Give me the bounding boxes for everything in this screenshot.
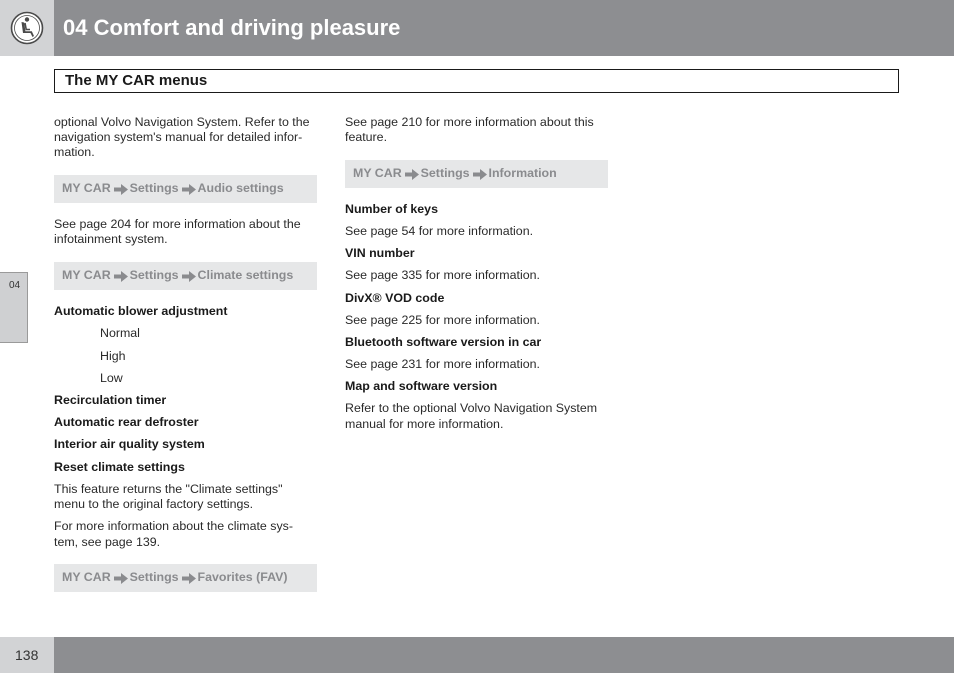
page-header <box>0 0 954 56</box>
menu-path-root: MY CAR <box>353 166 402 180</box>
menu-path-settings: Settings <box>129 570 179 584</box>
menu-path-favorites <box>54 564 317 592</box>
reset-text-line: This feature returns the "Climate settings" <box>54 482 283 496</box>
bluetooth-heading: Bluetooth software version in car <box>345 335 542 349</box>
page-number-box <box>0 637 54 673</box>
chapter-icon-box <box>0 0 54 56</box>
keys-text: See page 54 for more information. <box>345 224 534 238</box>
chapter-tab[interactable] <box>0 272 28 343</box>
rear-defroster-heading: Automatic rear defroster <box>54 415 199 429</box>
menu-path-root: MY CAR <box>62 181 111 195</box>
menu-path-leaf: Favorites (FAV) <box>197 570 288 584</box>
menu-path-settings: Settings <box>129 268 179 282</box>
menu-path-root: MY CAR <box>62 268 111 282</box>
chapter-tab-label: 04 <box>9 280 21 291</box>
intro-text-line: navigation system's manual for detailed infor- <box>54 130 303 144</box>
arrow-right-icon <box>182 271 196 282</box>
keys-heading: Number of keys <box>345 202 438 216</box>
menu-path-information <box>345 160 608 188</box>
map-heading: Map and software version <box>345 379 498 393</box>
intro-text-line: optional Volvo Navigation System. Refer to the <box>54 115 310 129</box>
menu-path-audio-settings <box>54 175 317 203</box>
air-quality-heading: Interior air quality system <box>54 437 205 451</box>
reset-text-line: menu to the original factory settings. <box>54 497 254 511</box>
blower-option: High <box>100 349 126 363</box>
divx-heading: DivX® VOD code <box>345 291 445 305</box>
favorites-info-line: feature. <box>345 130 388 144</box>
section-title: The MY CAR menus <box>65 72 208 89</box>
arrow-right-icon <box>473 169 487 180</box>
audio-info-line: See page 204 for more information about the <box>54 217 301 231</box>
map-text-line: manual for more information. <box>345 417 504 431</box>
menu-path-leaf: Climate settings <box>197 268 294 282</box>
arrow-right-icon <box>405 169 419 180</box>
arrow-right-icon <box>182 184 196 195</box>
map-text-line: Refer to the optional Volvo Navigation System <box>345 401 598 415</box>
menu-path-leaf: Audio settings <box>197 181 284 195</box>
page-number: 138 <box>15 647 39 663</box>
arrow-right-icon <box>182 573 196 584</box>
arrow-right-icon <box>114 573 128 584</box>
vin-text: See page 335 for more information. <box>345 268 540 282</box>
climate-more-line: tem, see page 139. <box>54 535 161 549</box>
recirculation-heading: Recirculation timer <box>54 393 167 407</box>
blower-heading: Automatic blower adjustment <box>54 304 228 318</box>
audio-info-line: infotainment system. <box>54 232 168 246</box>
menu-path-leaf: Information <box>488 166 557 180</box>
seat-icon <box>10 11 44 45</box>
climate-more-line: For more information about the climate sys- <box>54 519 293 533</box>
favorites-info-line: See page 210 for more information about this <box>345 115 594 129</box>
divx-text: See page 225 for more information. <box>345 313 540 327</box>
arrow-right-icon <box>114 271 128 282</box>
page-title: 04 Comfort and driving pleasure <box>63 15 401 40</box>
arrow-right-icon <box>114 184 128 195</box>
section-title-box <box>54 69 899 93</box>
menu-path-root: MY CAR <box>62 570 111 584</box>
menu-path-settings: Settings <box>420 166 470 180</box>
menu-path-climate-settings <box>54 262 317 290</box>
bluetooth-text: See page 231 for more information. <box>345 357 540 371</box>
intro-text-line: mation. <box>54 145 95 159</box>
blower-option: Low <box>100 371 123 385</box>
blower-option: Normal <box>100 326 140 340</box>
vin-heading: VIN number <box>345 246 415 260</box>
menu-path-settings: Settings <box>129 181 179 195</box>
footer-bar <box>54 637 954 673</box>
reset-climate-heading: Reset climate settings <box>54 460 185 474</box>
